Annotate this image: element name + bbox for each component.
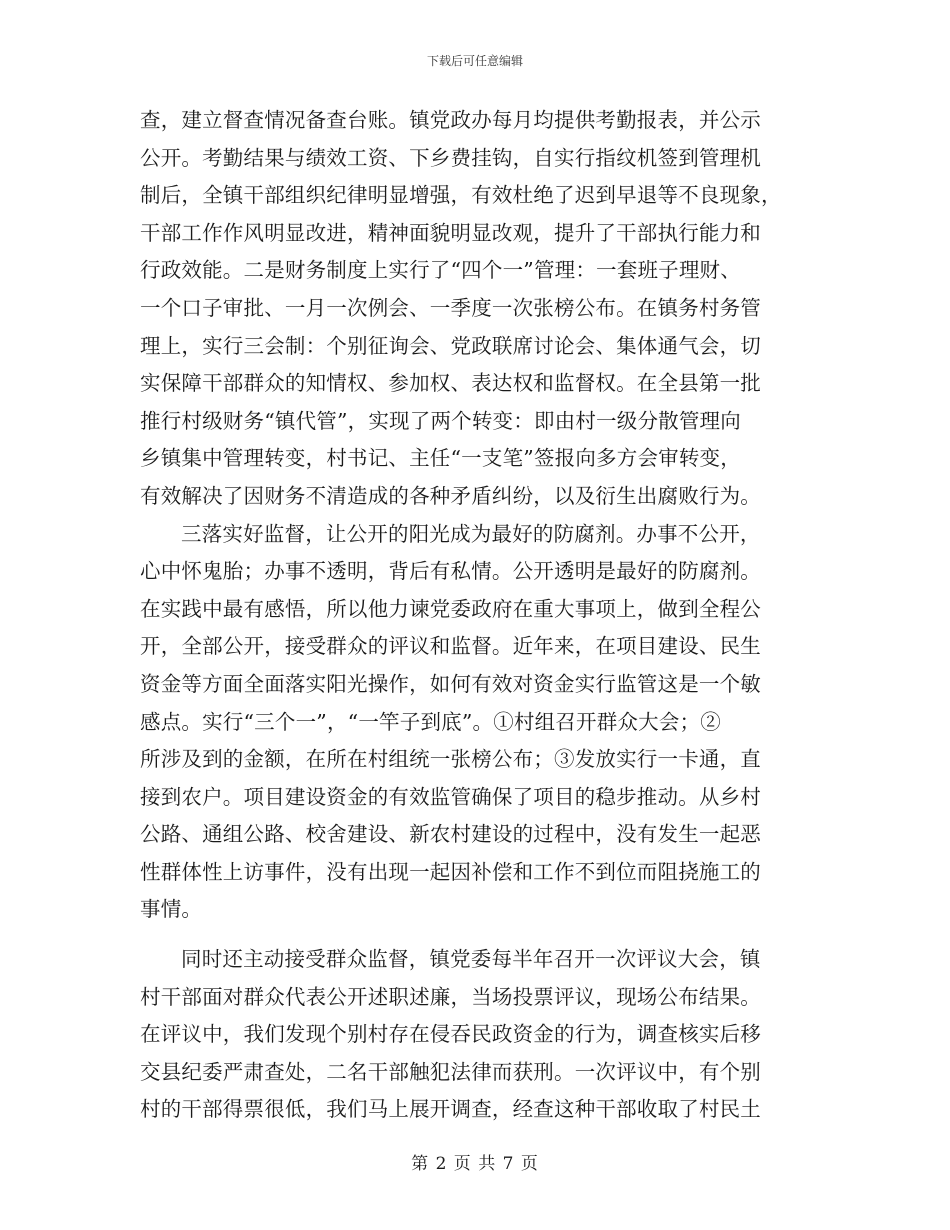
text-line: 性群体性上访事件，没有出现一起因补偿和工作不到位而阻挠施工的 [140, 859, 761, 884]
text-line: 感点。实行“三个一”，“一竿子到底”。①村组召开群众大会；② [140, 709, 721, 734]
paragraph [140, 941, 810, 1129]
document-body [140, 102, 810, 1129]
paragraph [140, 516, 810, 930]
text-line: 在实践中最有感悟，所以他力谏党委政府在重大事项上，做到全程公 [140, 596, 761, 621]
text-line: 村干部面对群众代表公开述职述廉，当场投票评议，现场公布结果。 [140, 984, 761, 1009]
text-line: 接到农户。项目建设资金的有效监管确保了项目的稳步推动。从乡村 [140, 784, 761, 809]
text-line: 乡镇集中管理转变，村书记、主任“一支笔”签报向多方会审转变， [140, 446, 741, 471]
text-line: 所涉及到的金额，在所在村组统一张榜公布；③发放实行一卡通，直 [140, 747, 761, 772]
paragraph-gap [140, 929, 810, 941]
text-line: 理上，实行三会制：个别征询会、党政联席讨论会、集体通气会，切 [140, 333, 761, 358]
text-line: 干部工作作风明显改进，精神面貌明显改观，提升了干部执行能力和 [140, 220, 761, 245]
text-line: 公路、通组公路、校舍建设、新农村建设的过程中，没有发生一起恶 [140, 822, 761, 847]
page-header: 下载后可任意编辑 [426, 54, 523, 68]
text-line: 一个口子审批、一月一次例会、一季度一次张榜公布。在镇务村务管 [140, 295, 761, 320]
text-line: 行政效能。二是财务制度上实行了“四个一”管理：一套班子理财、 [140, 258, 741, 283]
text-line: 查，建立督查情况备查台账。镇党政办每月均提供考勤报表，并公示 [140, 108, 761, 132]
text-line: 有效解决了因财务不清造成的各种矛盾纠纷，以及衍生出腐败行为。 [140, 483, 761, 508]
page-footer: 第 2 页 共 7 页 [411, 1154, 539, 1174]
text-line: 推行村级财务“镇代管”，实现了两个转变：即由村一级分散管理向 [140, 408, 741, 433]
text-line: 公开。考勤结果与绩效工资、下乡费挂钩，自实行指纹机签到管理机 [140, 145, 761, 170]
text-line: 同时还主动接受群众监督，镇党委每半年召开一次评议大会，镇 [181, 947, 761, 972]
paragraph [140, 102, 810, 516]
text-line: 制后，全镇干部组织纪律明显增强，有效杜绝了迟到早退等不良现象， [140, 183, 782, 208]
text-line: 事情。 [140, 897, 203, 922]
text-line: 村的干部得票很低，我们马上展开调查，经查这种干部收取了村民土 [140, 1097, 761, 1122]
text-line: 心中怀鬼胎；办事不透明，背后有私情。公开透明是最好的防腐剂。 [140, 559, 761, 584]
text-line: 实保障干部群众的知情权、参加权、表达权和监督权。在全县第一批 [140, 371, 761, 396]
text-line: 资金等方面全面落实阳光操作，如何有效对资金实行监管这是一个敏 [140, 671, 761, 696]
text-line: 三落实好监督，让公开的阳光成为最好的防腐剂。办事不公开， [181, 521, 761, 546]
text-line: 在评议中，我们发现个别村存在侵吞民政资金的行为，调查核实后移 [140, 1022, 761, 1047]
text-line: 交县纪委严肃查处，二名干部触犯法律而获刑。一次评议中，有个别 [140, 1059, 761, 1084]
text-line: 开，全部公开，接受群众的评议和监督。近年来，在项目建设、民生 [140, 634, 761, 659]
